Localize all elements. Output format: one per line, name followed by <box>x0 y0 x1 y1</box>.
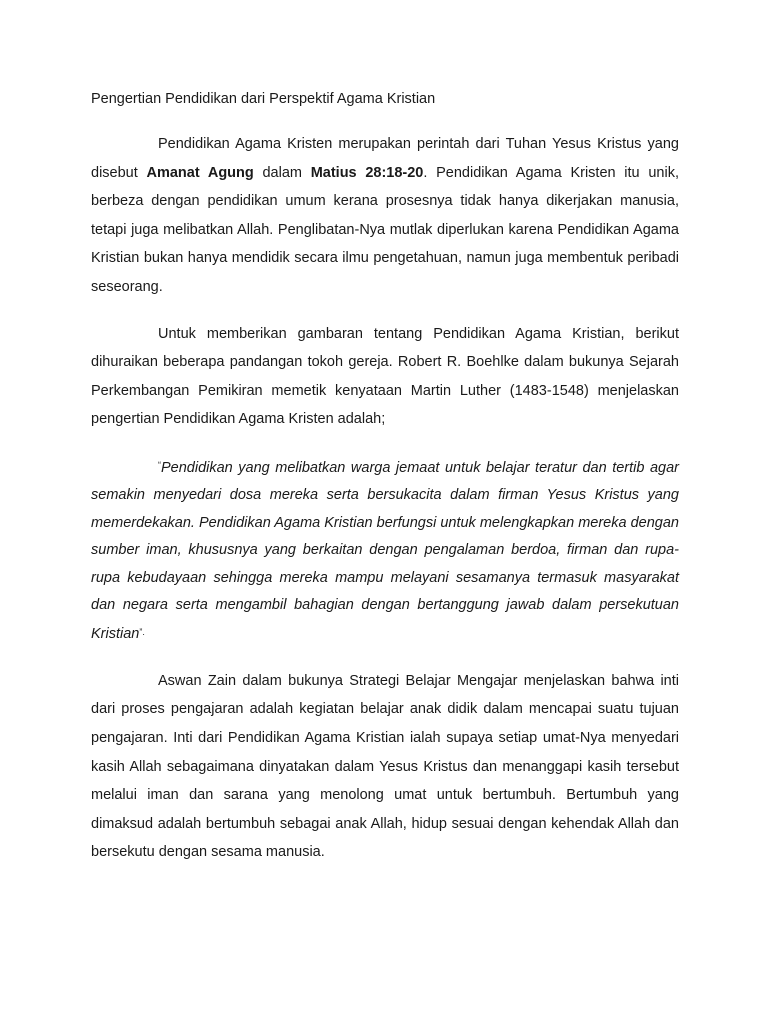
paragraph-1-bold-matius: Matius 28:18-20 <box>310 164 424 181</box>
paragraph-1-text-a: Pendidikan Agama Kristen merupakan perintah dari Tuhan Yesus Kristus yang disebut <box>91 136 679 181</box>
paragraph-2: Untuk memberikan gambaran tentang Pendidikan Agama Kristian, berikut dihuraikan beberapa pandangan tokoh gereja. Robert R. Boehlke dalam bukunya Sejarah Perkembangan Pemikiran memetik kenyataan Martin Luther (1483-1548) menjelaskan pengertian Pendidikan Agama Kristen adalah; <box>91 325 679 428</box>
paragraph-3: Aswan Zain dalam bukunya Strategi Belajar Mengajar menjelaskan bahwa inti dari proses pengajaran adalah kegiatan belajar anak didik dalam mencapai suatu tujuan pengajaran. Inti dari Pendidikan Agama Kristian ialah supaya setiap umat-Nya menyedari kasih Allah sebagaimana dinyatakan dalam Yesus Kristus dan menanggapi kasih tersebut melalui iman dan sarana yang menolong umat untuk bertumbuh. Bertumbuh yang dimaksud adalah bertumbuh sebagai anak Allah, hidup sesuai dengan kehendak Allah dan bersekutu dengan sesama manusia. <box>91 672 679 861</box>
paragraph-1-text-c: . Pendidikan Agama Kristen itu unik, berbeza dengan pendidikan umum kerana prosesnya tidak hanya dikerjakan manusia, tetapi juga melibatkan Allah. Penglibatan-Nya mutlak diperlukan karena Pendidikan Agama Kristian bukan hanya mendidik secara ilmu pengetahuan, namun juga membentuk peribadi seseorang. <box>91 164 679 295</box>
paragraph-1-bold-amanat-agung: Amanat Agung <box>146 164 254 181</box>
quote-close-mark: ”. <box>139 627 145 638</box>
paragraph-1 <box>91 130 679 302</box>
quote-text: Pendidikan yang melibatkan warga jemaat untuk belajar teratur dan tertib agar semakin menyedari dosa mereka serta bersukacita dalam firman Yesus Kristus yang memerdekakan. Pendidikan Agama Kristian berfungsi untuk melengkapkan mereka dengan sumber iman, khususnya yang berkaitan dengan pengalaman berdoa, firman dan rupa-rupa kebudayaan sehingga mereka mampu melayani sesamanya termasuk masyarakat dan negara serta mengambil bahagian dengan bertanggung jawab dalam persekutuan Kristian <box>91 459 679 643</box>
document-body <box>91 86 679 867</box>
paragraph-1-text-b: dalam <box>253 164 311 181</box>
quote-open-mark: “ <box>158 459 161 470</box>
quotation-block <box>91 452 679 649</box>
document-title: Pengertian Pendidikan dari Perspektif Agama Kristian <box>91 91 436 107</box>
